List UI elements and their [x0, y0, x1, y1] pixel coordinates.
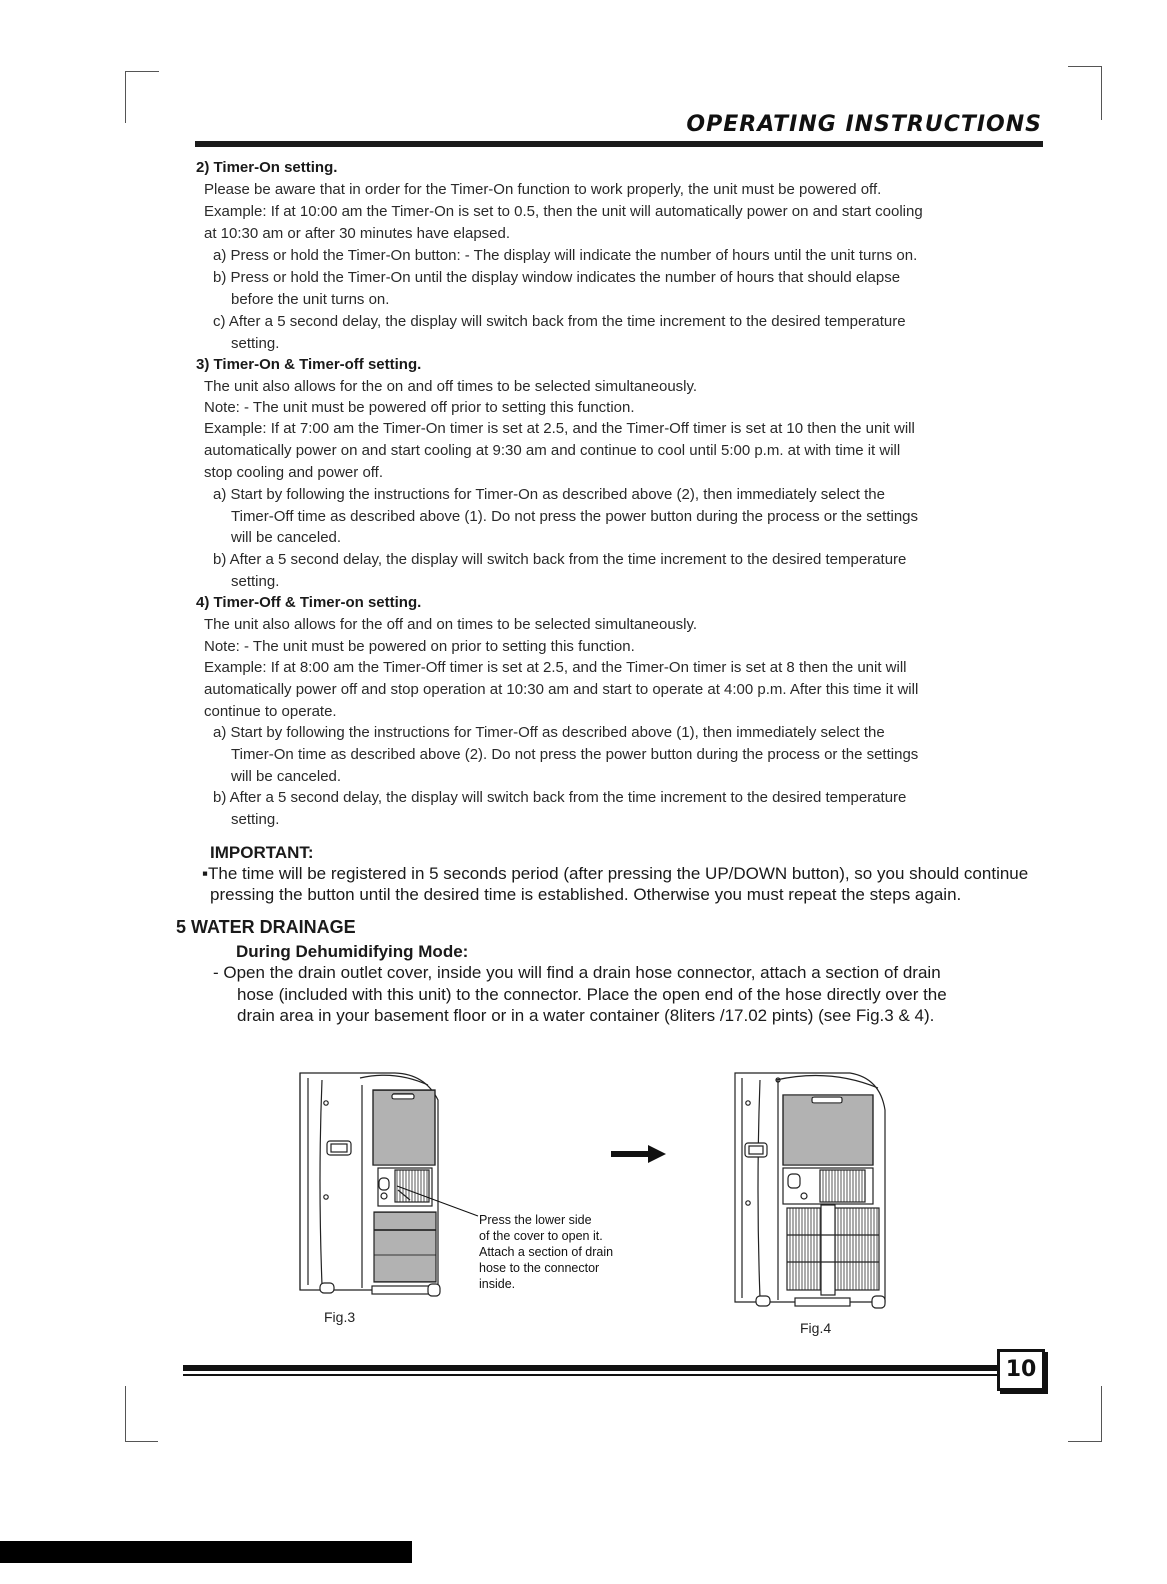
text-line-11: The unit also allows for the on and off times to be selected simultaneously. — [204, 378, 698, 395]
text-line-1: 2) Timer-On setting. — [196, 159, 338, 176]
text-line-16: a) Start by following the instructions for Timer-On as described above (2), then immediately select the — [213, 486, 885, 503]
text-line-3: Example: If at 10:00 am the Timer-On is set to 0.5, then the unit will automatically power on and start cooling — [204, 203, 923, 220]
callout-line-3: Attach a section of drain — [479, 1245, 614, 1259]
text-line-10: 3) Timer-On & Timer-off setting. — [196, 356, 422, 373]
text-line-8: c) After a 5 second delay, the display will switch back from the time increment to the desired temperature — [213, 313, 906, 330]
callout-line-5: inside. — [479, 1277, 516, 1291]
text-line-35: 5 WATER DRAINAGE — [176, 917, 356, 937]
text-line-31: setting. — [231, 811, 280, 828]
text-line-32: IMPORTANT: — [210, 843, 314, 862]
text-line-34: pressing the button until the desired time is established. Otherwise you must repeat the steps again. — [210, 885, 962, 904]
page-title: OPERATING INSTRUCTIONS — [686, 112, 1042, 137]
text-line-13: Example: If at 7:00 am the Timer-On timer is set at 2.5, and the Timer-Off timer is set at 10 then the unit will — [204, 420, 915, 437]
text-line-26: continue to operate. — [204, 703, 337, 720]
text-line-4: at 10:30 am or after 30 minutes have elapsed. — [204, 225, 511, 242]
footer-rule-thin — [183, 1374, 998, 1376]
figure-callout — [479, 1212, 613, 1292]
text-line-14: automatically power on and start cooling at 9:30 am and continue to cool until 5:00 p.m. at with time it will — [204, 442, 901, 459]
callout-line-1: Press the lower side — [479, 1213, 592, 1227]
text-line-29: will be canceled. — [231, 768, 342, 785]
page-number: 10 — [997, 1349, 1045, 1391]
fig3-label: Fig.3 — [324, 1309, 356, 1325]
text-line-39: drain area in your basement floor or in a water container (8liters /17.02 pints) (see Fig.3 & 4). — [237, 1006, 935, 1025]
fig4-unit-drawing — [735, 1073, 885, 1308]
text-line-18: will be canceled. — [231, 529, 342, 546]
fig4-label: Fig.4 — [800, 1320, 832, 1336]
text-line-22: The unit also allows for the off and on times to be selected simultaneously. — [204, 616, 698, 633]
text-line-19: b) After a 5 second delay, the display will switch back from the time increment to the desired temperature — [213, 551, 907, 568]
footer-rule — [183, 1365, 998, 1371]
callout-line-2: of the cover to open it. — [479, 1229, 603, 1243]
text-line-25: automatically power off and stop operation at 10:30 am and start to operate at 4:00 p.m. After this time it will — [204, 681, 919, 698]
text-line-15: stop cooling and power off. — [204, 464, 384, 481]
text-line-21: 4) Timer-Off & Timer-on setting. — [196, 594, 422, 611]
text-line-5: a) Press or hold the Timer-On button: - The display will indicate the number of hours until the unit turns on. — [213, 247, 918, 264]
text-line-33: ▪The time will be registered in 5 seconds period (after pressing the UP/DOWN button), so you should continue — [202, 864, 1029, 883]
fig3-unit-drawing — [300, 1073, 440, 1296]
callout-line-4: hose to the connector — [479, 1261, 600, 1275]
text-line-12: Note: - The unit must be powered off prior to setting this function. — [204, 399, 635, 416]
scan-edge-bar — [0, 1541, 412, 1563]
text-line-6: b) Press or hold the Timer-On until the display window indicates the number of hours that should elapse — [213, 269, 901, 286]
text-line-17: Timer-Off time as described above (1). Do not press the power button during the process or the settings — [231, 508, 919, 525]
text-line-24: Example: If at 8:00 am the Timer-Off timer is set at 2.5, and the Timer-On timer is set at 8 then the unit will — [204, 659, 907, 676]
text-line-36: During Dehumidifying Mode: — [236, 942, 469, 961]
text-line-28: Timer-On time as described above (2). Do not press the power button during the process or the settings — [231, 746, 919, 763]
text-line-38: hose (included with this unit) to the connector. Place the open end of the hose directly over the — [237, 985, 947, 1004]
text-line-9: setting. — [231, 335, 280, 352]
text-line-2: Please be aware that in order for the Timer-On function to work properly, the unit must be powered off. — [204, 181, 882, 198]
text-line-20: setting. — [231, 573, 280, 590]
text-line-30: b) After a 5 second delay, the display will switch back from the time increment to the desired temperature — [213, 789, 907, 806]
text-line-7: before the unit turns on. — [231, 291, 390, 308]
text-line-23: Note: - The unit must be powered on prior to setting this function. — [204, 638, 635, 655]
text-line-27: a) Start by following the instructions for Timer-Off as described above (1), then immediately select the — [213, 724, 885, 741]
text-line-37: - Open the drain outlet cover, inside you will find a drain hose connector, attach a section of drain — [213, 963, 941, 982]
arrow-icon — [611, 1145, 666, 1163]
